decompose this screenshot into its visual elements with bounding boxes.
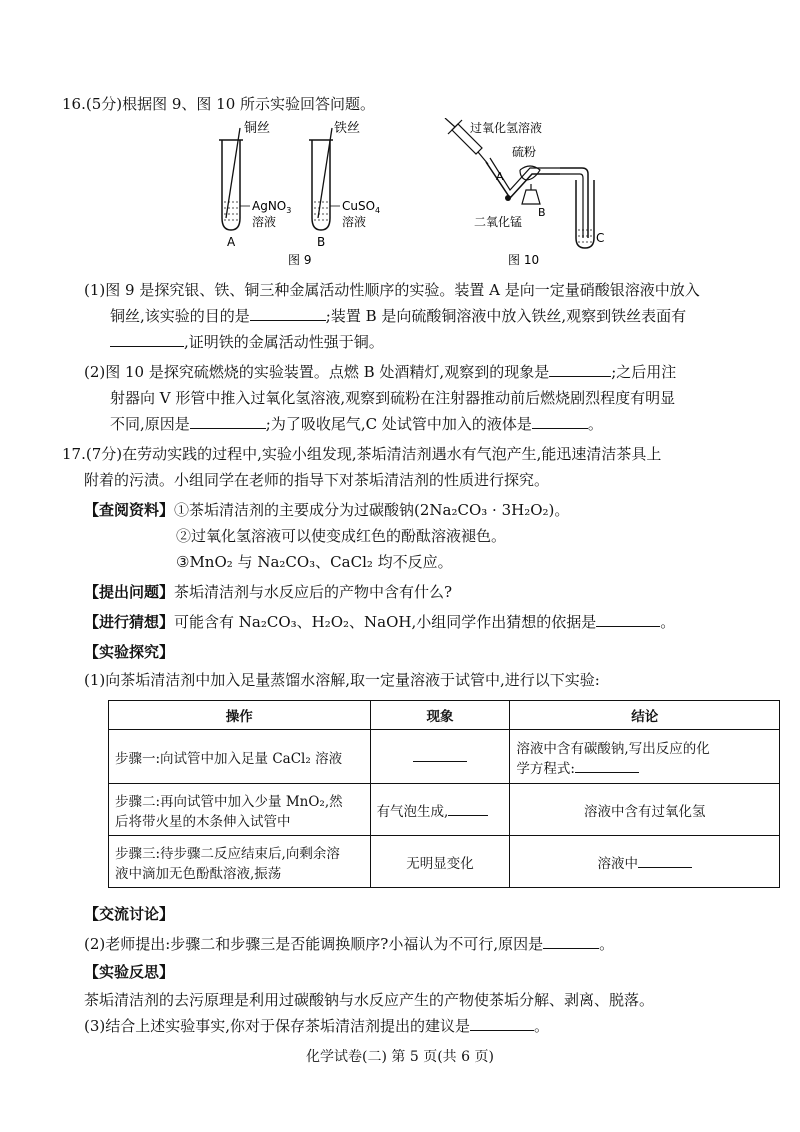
q17-reference-3: ③MnO₂ 与 Na₂CO₃、CaCl₂ 均不反应。 — [176, 553, 453, 571]
q16-p2-line2: 射器向 V 形管中推入过氧化氢溶液,观察到硫粉在注射器推动前后燃烧剧烈程度有明显 — [110, 389, 676, 407]
v-tube-label-a: A — [496, 170, 504, 183]
header-phenomenon: 现象 — [370, 701, 510, 730]
svg-text:溶液: 溶液 — [252, 215, 277, 229]
q16-title: 16.(5分)根据图 9、图 10 所示实验回答问题。 — [62, 95, 376, 113]
step2-operation: 步骤二:再向试管中加入少量 MnO₂,然 后将带火星的木条伸入试管中 — [109, 784, 371, 836]
outlet-tube — [560, 168, 588, 238]
answer-blank-8[interactable] — [575, 758, 639, 773]
wire-b-label: 铁丝 — [334, 121, 361, 136]
svg-text:CuSO4: CuSO$_4$ — [342, 199, 381, 215]
answer-blank-9[interactable] — [448, 801, 488, 816]
mno2-label: 二氧化锰 — [474, 215, 523, 229]
step2-phenomenon: 有气泡生成, — [370, 784, 510, 836]
svg-text:AgNO3: AgNO$_3$ — [252, 199, 292, 215]
q17-question: 【提出问题】茶垢清洁剂与水反应后的产物中含有什么? — [84, 583, 453, 601]
answer-blank-6[interactable] — [596, 612, 660, 627]
q17-explore-text: (1)向茶垢清洁剂中加入足量蒸馏水溶解,取一定量溶液于试管中,进行以下实验: — [84, 671, 600, 689]
q17-reflection: 茶垢清洁剂的去污原理是利用过碳酸钠与水反应产生的产物使茶垢分解、剥离、脱落。 — [84, 991, 655, 1009]
sulfur-label: 硫粉 — [512, 145, 537, 159]
solution-b — [314, 202, 328, 220]
experiment-table — [108, 700, 780, 888]
answer-blank-12[interactable] — [470, 1016, 534, 1031]
alcohol-lamp — [522, 190, 540, 204]
q17-reflection-heading: 【实验反思】 — [84, 963, 175, 981]
tube-c-label: C — [596, 231, 605, 245]
q17-line2: 附着的污渍。小组同学在老师的指导下对茶垢清洁剂的性质进行探究。 — [84, 471, 550, 489]
q17-suggestion: (3)结合上述实验事实,你对于保存茶垢清洁剂提出的建议是 。 — [84, 1017, 550, 1035]
tube-a-label: A — [227, 235, 236, 249]
q17-discussion: (2)老师提出:步骤二和步骤三是否能调换顺序?小福认为不可行,原因是 。 — [84, 935, 615, 953]
answer-blank-3[interactable] — [549, 362, 611, 377]
step1-operation: 步骤一:向试管中加入足量 CaCl₂ 溶液 — [109, 730, 371, 784]
step3-operation: 步骤三:待步骤二反应结束后,向剩余溶 液中滴加无色酚酞溶液,振荡 — [109, 836, 371, 888]
figure-9 — [200, 118, 410, 268]
tube-b-label: B — [317, 235, 326, 249]
step1-phenomenon — [370, 730, 510, 784]
q16-p1-line3: ,证明铁的金属活动性强于铜。 — [110, 332, 384, 352]
answer-blank-11[interactable] — [543, 934, 599, 949]
test-tube-c — [576, 180, 594, 248]
answer-blank-10[interactable] — [638, 853, 692, 868]
answer-blank-7[interactable] — [413, 747, 467, 762]
figure-10-caption: 图 10 — [508, 253, 540, 267]
figure-9-caption: 图 9 — [288, 253, 312, 267]
q17-line1: 17.(7分)在劳动实践的过程中,实验小组发现,茶垢清洁剂遇水有气泡产生,能迅速清洁茶具上 — [62, 445, 662, 463]
q17-reference-1: 【查阅资料】①茶垢清洁剂的主要成分为过碳酸钠(2Na₂CO₃ · 3H₂O₂)。 — [84, 501, 570, 519]
q17-guess: 【进行猜想】可能含有 Na₂CO₃、H₂O₂、NaOH,小组同学作出猜想的依据是 。 — [84, 613, 676, 631]
q16-p2-line3: 不同,原因是 ;为了吸收尾气,C 处试管中加入的液体是 。 — [110, 415, 603, 433]
q17-discussion-heading: 【交流讨论】 — [84, 905, 175, 923]
answer-blank-1[interactable] — [250, 306, 326, 321]
test-tube-b — [312, 140, 330, 230]
q16-p1-line2: 铜丝,该实验的目的是 ;装置 B 是向硫酸铜溶液中放入铁丝,观察到铁丝表面有 — [110, 307, 687, 325]
q16-p1-line1: (1)图 9 是探究银、铁、铜三种金属活动性顺序的实验。装置 A 是向一定量硝酸银溶液中放入 — [84, 281, 700, 299]
answer-blank-2[interactable] — [110, 332, 184, 347]
page-footer: 化学试卷(二) 第 5 页(共 6 页) — [306, 1049, 494, 1065]
header-operation: 操作 — [109, 701, 371, 730]
header-conclusion: 结论 — [510, 701, 780, 730]
svg-text:溶液: 溶液 — [342, 215, 367, 229]
mno2-bulb — [505, 195, 511, 201]
q17-reference-2: ②过氧化氢溶液可以使变成红色的酚酞溶液褪色。 — [176, 527, 507, 545]
copper-wire — [226, 128, 240, 218]
wire-a-label: 铜丝 — [244, 121, 271, 136]
step3-phenomenon: 无明显变化 — [370, 836, 510, 888]
h2o2-label: 过氧化氢溶液 — [470, 121, 543, 135]
figure-10 — [440, 118, 620, 268]
lamp-label-b: B — [538, 206, 546, 219]
answer-blank-4[interactable] — [190, 414, 266, 429]
step2-conclusion: 溶液中含有过氧化氢 — [510, 784, 780, 836]
step1-conclusion: 溶液中含有碳酸钠,写出反应的化 学方程式: — [510, 730, 780, 784]
q17-explore-heading: 【实验探究】 — [84, 643, 175, 661]
step3-conclusion: 溶液中 — [510, 836, 780, 888]
answer-blank-5[interactable] — [532, 414, 588, 429]
q16-p2-line1: (2)图 10 是探究硫燃烧的实验装置。点燃 B 处酒精灯,观察到的现象是 ;之后用注 — [84, 363, 677, 381]
